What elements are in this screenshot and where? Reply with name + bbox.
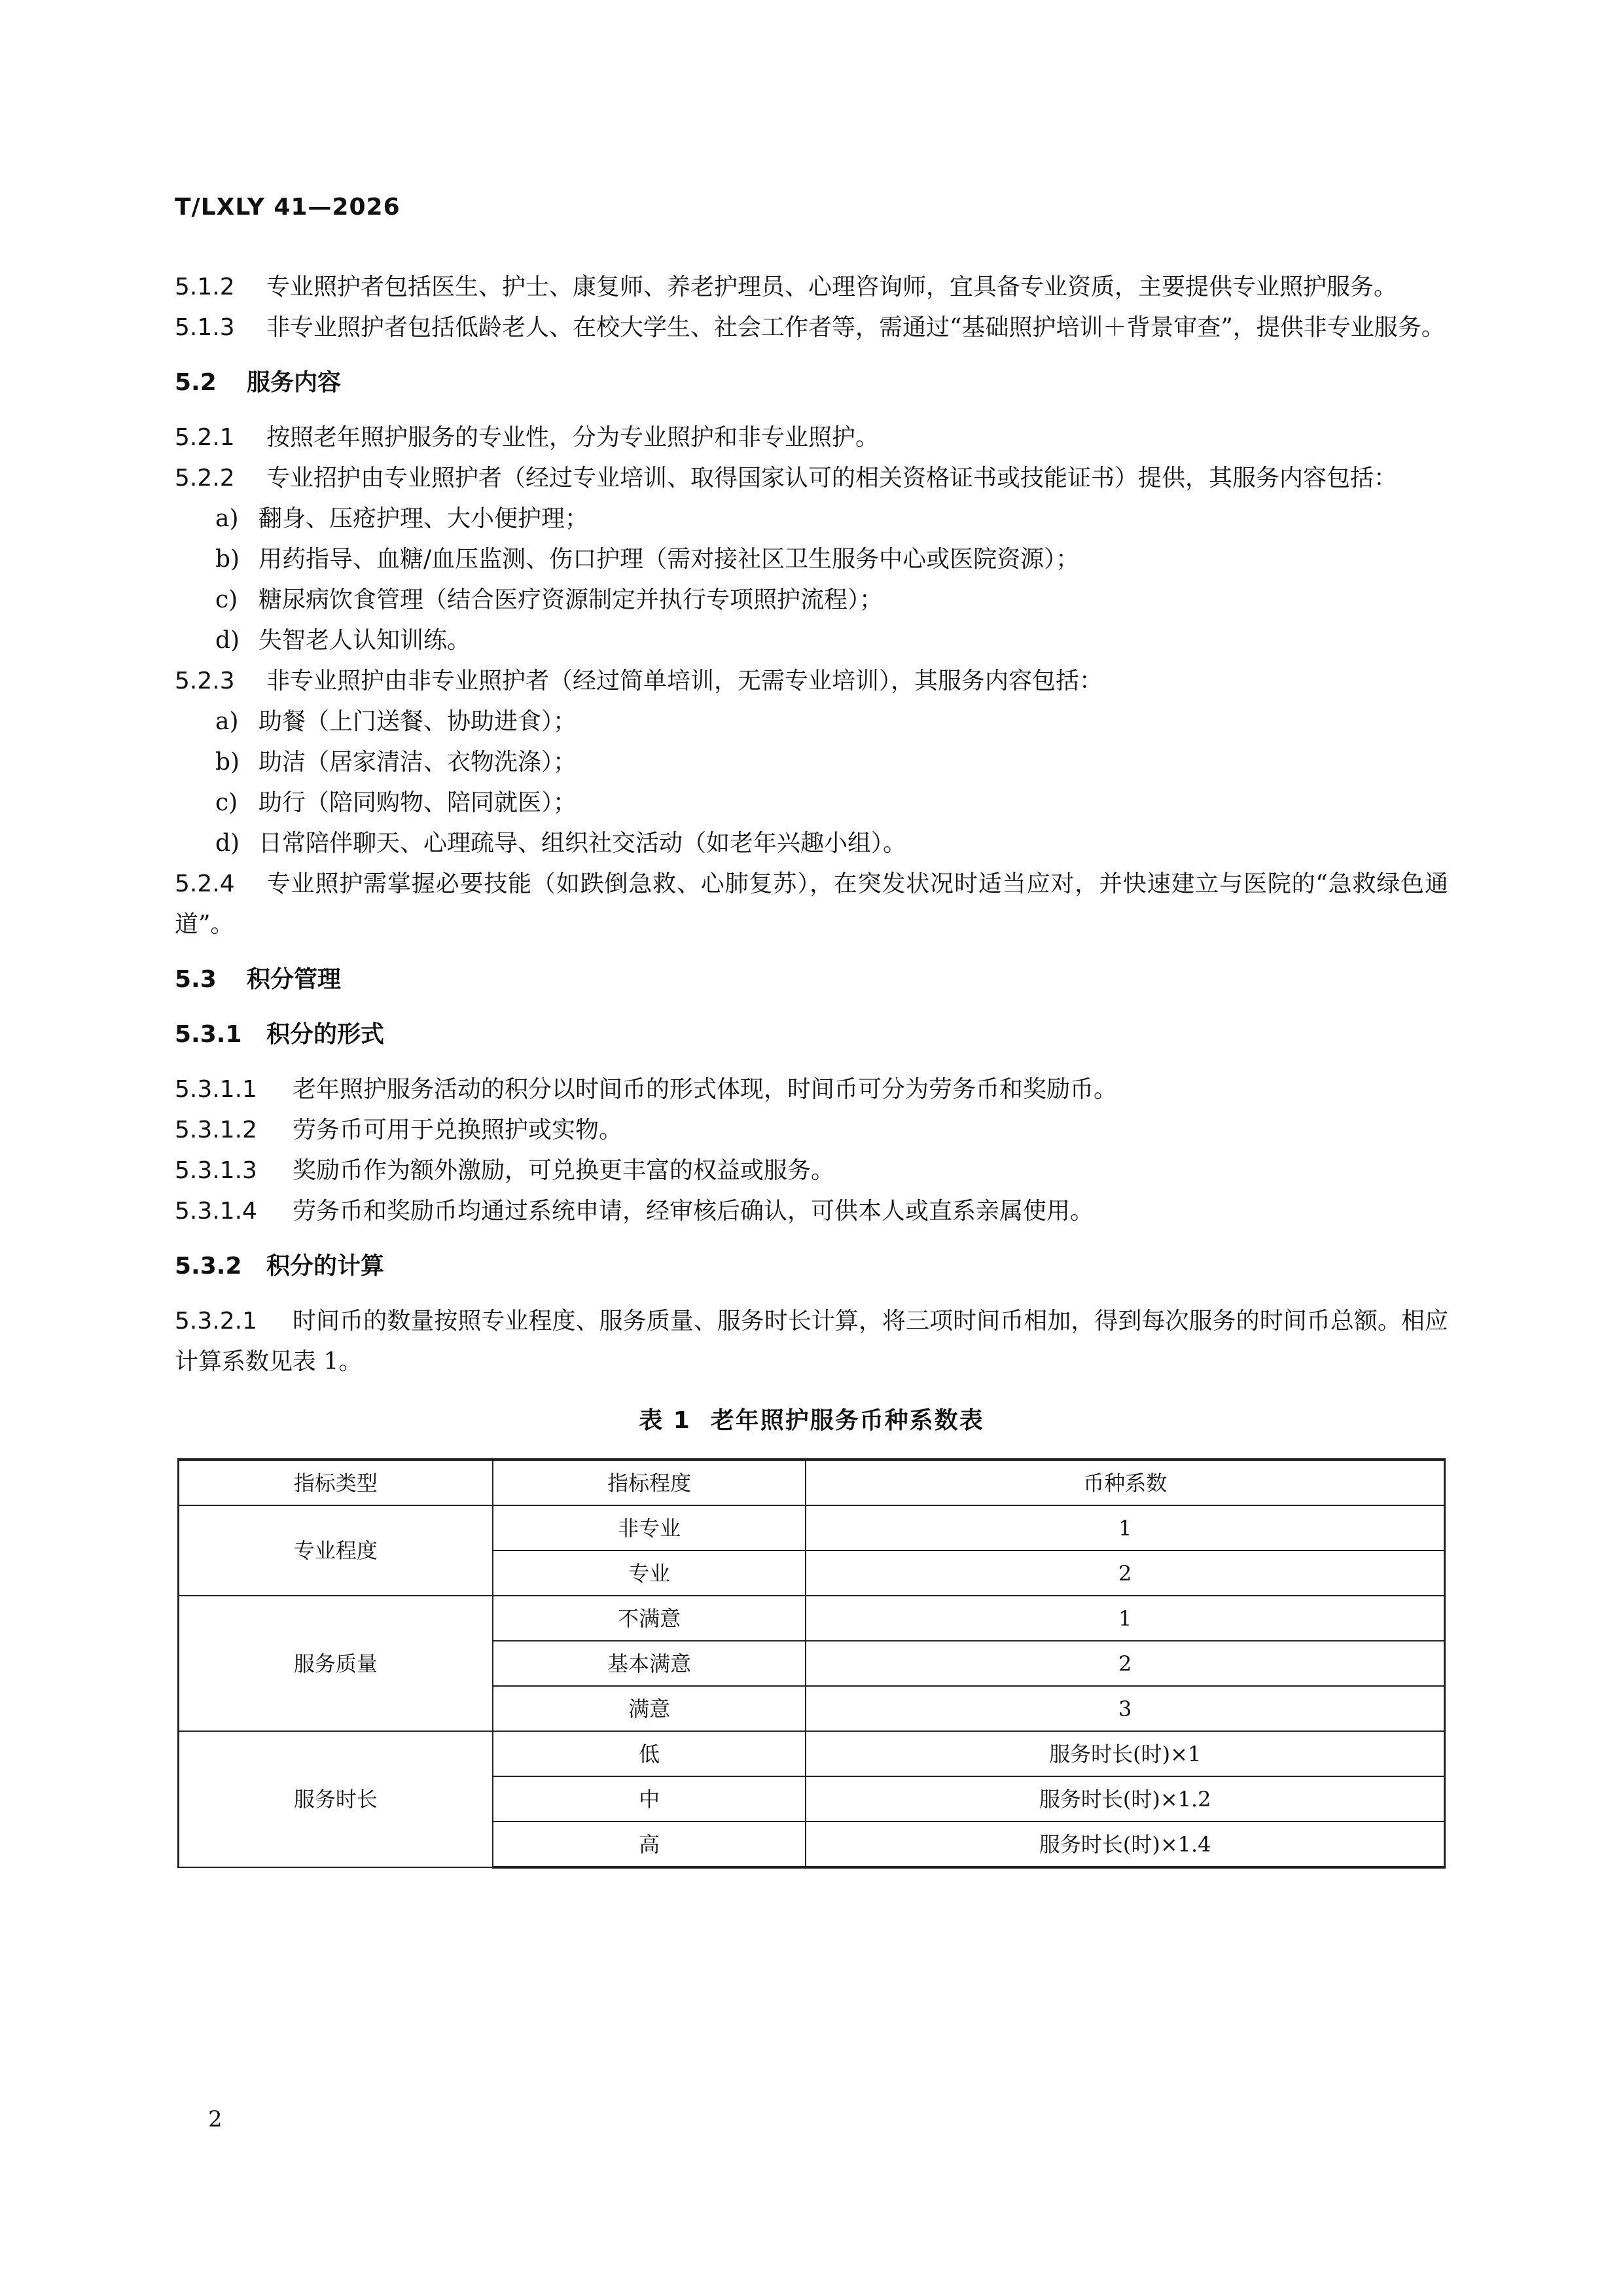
indicator-type-cell: 专业程度: [179, 1505, 493, 1596]
clause-5-3-1-3: [175, 1151, 1448, 1191]
coefficient-cell: 服务时长(时)×1.2: [806, 1776, 1444, 1821]
list-text: 日常陪伴聊天、心理疏导、组织社交活动（如老年兴趣小组）。: [259, 830, 907, 857]
section-heading-5-3-2: [175, 1246, 1448, 1287]
clause-number: 5.2.3: [175, 668, 235, 694]
clause-5-3-1-4: [175, 1191, 1448, 1232]
coefficient-cell: 服务时长(时)×1: [806, 1731, 1444, 1776]
page-number: 2: [208, 2106, 223, 2132]
table-header-row: [179, 1460, 1445, 1505]
heading-title: 积分的形式: [266, 1021, 385, 1048]
clause-number: 5.3.1.2: [175, 1117, 257, 1143]
table-number: 表 1: [639, 1407, 691, 1434]
heading-title: 积分管理: [247, 966, 342, 993]
list-text: 助行（陪同购物、陪同就医）；: [259, 789, 577, 816]
list-item: [175, 620, 1448, 661]
column-header-level: 指标程度: [493, 1460, 806, 1505]
clause-5-1-3: [175, 308, 1448, 348]
clause-text: 非专业照护者包括低龄老人、在校大学生、社会工作者等，需通过“基础照护培训＋背景审查”，提供非专业服务。: [266, 314, 1445, 341]
document-code: T/LXLY 41—2026: [175, 194, 401, 221]
list-text: 助洁（居家清洁、衣物洗涤）；: [259, 749, 577, 776]
clause-text: 非专业照护由非专业照护者（经过简单培训，无需专业培训），其服务内容包括：: [266, 668, 1103, 694]
clause-text: 时间币的数量按照专业程度、服务质量、服务时长计算，将三项时间币相加，得到每次服务的时间币总额。相应计算系数见表 1。: [175, 1308, 1448, 1375]
clause-number: 5.3.1.4: [175, 1198, 257, 1225]
list-label: a): [215, 708, 239, 735]
column-header-coef: 币种系数: [806, 1460, 1444, 1505]
heading-number: 5.3.2: [175, 1253, 242, 1280]
clause-text: 劳务币可用于兑换照护或实物。: [293, 1117, 623, 1143]
clause-text: 劳务币和奖励币均通过系统申请，经审核后确认，可供本人或直系亲属使用。: [293, 1198, 1094, 1225]
list-item: [175, 539, 1448, 580]
clause-5-2-1: [175, 418, 1448, 458]
clause-5-3-1-1: [175, 1069, 1448, 1110]
clause-number: 5.1.3: [175, 314, 235, 341]
list-label: c): [215, 586, 238, 613]
list-text: 用药指导、血糖/血压监测、伤口护理（需对接社区卫生服务中心或医院资源）；: [259, 546, 1080, 573]
heading-number: 5.2: [175, 369, 217, 396]
indicator-type-cell: 服务时长: [179, 1731, 493, 1867]
list-item: [175, 580, 1448, 620]
table-caption: [175, 1401, 1448, 1441]
document-body: [175, 267, 1448, 1869]
list-label: b): [215, 546, 240, 573]
clause-text: 老年照护服务活动的积分以时间币的形式体现，时间币可分为劳务币和奖励币。: [293, 1076, 1118, 1103]
clause-text: 专业照护需掌握必要技能（如跌倒急救、心肺复苏），在突发状况时适当应对，并快速建立与医院的“急救绿色通道”。: [175, 870, 1448, 938]
table-row: [179, 1731, 1445, 1776]
list-text: 糖尿病饮食管理（结合医疗资源制定并执行专项照护流程）；: [259, 586, 883, 613]
list-item: [175, 499, 1448, 539]
indicator-type-cell: 服务质量: [179, 1596, 493, 1731]
list-label: d): [215, 830, 240, 857]
clause-5-2-2: [175, 458, 1448, 499]
indicator-level-cell: 专业: [493, 1551, 806, 1596]
list-label: c): [215, 789, 238, 816]
coefficient-cell: 服务时长(时)×1.4: [806, 1821, 1444, 1867]
list-text: 翻身、压疮护理、大小便护理；: [259, 505, 589, 532]
list-item: [175, 823, 1448, 864]
clause-number: 5.3.2.1: [175, 1308, 257, 1335]
coefficient-table: [177, 1458, 1446, 1869]
list-item: [175, 742, 1448, 783]
coefficient-cell: 1: [806, 1505, 1444, 1551]
clause-5-1-2: [175, 267, 1448, 308]
indicator-level-cell: 满意: [493, 1686, 806, 1731]
coefficient-cell: 3: [806, 1686, 1444, 1731]
section-heading-5-2: [175, 363, 1448, 403]
indicator-level-cell: 低: [493, 1731, 806, 1776]
list-text: 助餐（上门送餐、协助进食）；: [259, 708, 577, 735]
section-heading-5-3-1: [175, 1014, 1448, 1055]
list-label: b): [215, 749, 240, 776]
coefficient-cell: 2: [806, 1641, 1444, 1686]
column-header-type: 指标类型: [179, 1460, 493, 1505]
clause-5-2-3: [175, 661, 1448, 702]
clause-number: 5.2.4: [175, 870, 235, 897]
clause-number: 5.2.1: [175, 424, 235, 451]
clause-text: 专业招护由专业照护者（经过专业培训、取得国家认可的相关资格证书或技能证书）提供，其服务内容包括：: [266, 465, 1398, 492]
indicator-level-cell: 中: [493, 1776, 806, 1821]
clause-text: 奖励币作为额外激励，可兑换更丰富的权益或服务。: [293, 1157, 835, 1184]
heading-title: 积分的计算: [266, 1253, 385, 1280]
heading-number: 5.3: [175, 966, 217, 993]
indicator-level-cell: 不满意: [493, 1596, 806, 1641]
list-label: a): [215, 505, 239, 532]
section-heading-5-3: [175, 960, 1448, 1000]
indicator-level-cell: 高: [493, 1821, 806, 1867]
clause-number: 5.1.2: [175, 274, 235, 300]
list-item: [175, 783, 1448, 823]
clause-text: 专业照护者包括医生、护士、康复师、养老护理员、心理咨询师，宜具备专业资质，主要提供专业照护服务。: [266, 274, 1398, 300]
heading-number: 5.3.1: [175, 1021, 242, 1048]
table-row: [179, 1505, 1445, 1551]
list-label: d): [215, 627, 240, 654]
clause-text: 按照老年照护服务的专业性，分为专业照护和非专业照护。: [266, 424, 880, 451]
clause-5-3-2-1: [175, 1301, 1448, 1382]
table-row: [179, 1596, 1445, 1641]
table-title: 老年照护服务币种系数表: [710, 1407, 984, 1434]
clause-number: 5.2.2: [175, 465, 235, 492]
coefficient-cell: 2: [806, 1551, 1444, 1596]
clause-5-3-1-2: [175, 1110, 1448, 1151]
clause-number: 5.3.1.1: [175, 1076, 257, 1103]
clause-number: 5.3.1.3: [175, 1157, 257, 1184]
heading-title: 服务内容: [247, 369, 342, 396]
coefficient-cell: 1: [806, 1596, 1444, 1641]
list-text: 失智老人认知训练。: [259, 627, 471, 654]
indicator-level-cell: 基本满意: [493, 1641, 806, 1686]
list-item: [175, 702, 1448, 742]
clause-5-2-4: [175, 864, 1448, 945]
indicator-level-cell: 非专业: [493, 1505, 806, 1551]
